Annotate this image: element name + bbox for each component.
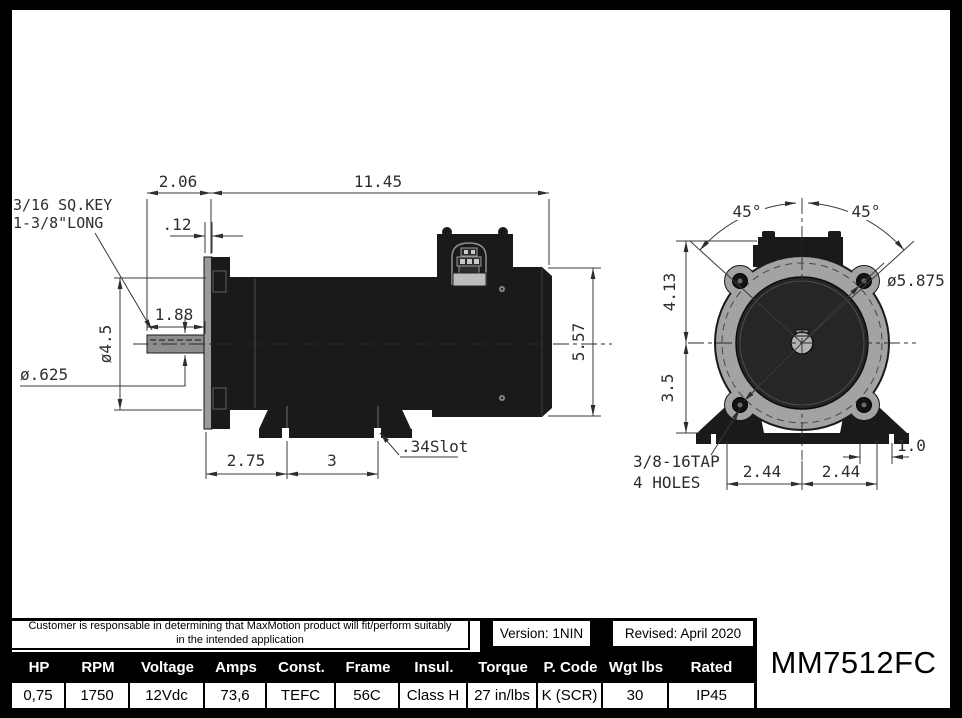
dim-foot-offset: 2.75 [226, 451, 266, 470]
dim-lower-height: 3.5 [658, 373, 677, 403]
dim-pad-width: 1.0 [897, 436, 926, 455]
dim-shaft-diameter: ø.625 [20, 365, 69, 384]
terminal-box-ear [762, 231, 775, 238]
dim-shaft-extension: 2.06 [158, 172, 198, 191]
flange-face-plate [204, 257, 212, 429]
value-const: TEFC [267, 683, 336, 708]
flange-block [211, 257, 230, 429]
terminal-box-ear [828, 231, 841, 238]
header-torque: Torque [478, 659, 528, 676]
model-number: MM7512FC [754, 618, 950, 708]
value-frame: 56C [336, 683, 400, 708]
spec-table-value-row [12, 683, 754, 708]
connector-slot [464, 250, 468, 254]
header-amps: Amps [215, 659, 257, 676]
header-insul: Insul. [414, 659, 454, 676]
side-view-drawing [13, 172, 612, 479]
header-frame: Frame [345, 659, 391, 676]
connector-stack [459, 266, 479, 273]
dim-angle-right: 45° [851, 202, 881, 221]
connector-slot [474, 259, 479, 264]
base-slot [374, 428, 381, 438]
header-hp: HP [28, 659, 50, 676]
dim-overall-length: 11.45 [353, 172, 403, 191]
connector-plate [453, 273, 486, 286]
dim-foot-right: 2.44 [821, 462, 861, 481]
spec-table-header-row [12, 652, 754, 683]
header-const: Const. [278, 659, 325, 676]
dim-key-length: 1.88 [154, 305, 194, 324]
base-slot [282, 428, 289, 438]
tap-note-line1: 3/8-16TAP [633, 452, 720, 471]
dim-flange-outer-diameter: ø5.875 [887, 271, 945, 290]
value-hp: 0,75 [12, 683, 66, 708]
disclaimer-text: Customer is responsable in determining that MaxMotion product will fit/perform suitably in the intended application [12, 618, 470, 650]
header-pcode: P. Code [543, 659, 598, 676]
connector-slot [467, 259, 472, 264]
screw-center [501, 397, 503, 399]
value-pcode: K (SCR) [538, 683, 603, 708]
value-wgt: 30 [603, 683, 669, 708]
header-wgt: Wgt lbs [608, 659, 664, 676]
front-view-drawing [633, 198, 945, 492]
value-insul: Class H [400, 683, 468, 708]
motor-body-rear [432, 343, 490, 417]
screw-center [501, 288, 503, 290]
base-slot [889, 434, 894, 444]
key-note-line2: 1-3/8"LONG [13, 214, 104, 232]
dim-flange-diameter: ø4.5 [96, 324, 115, 364]
base-slot [711, 434, 716, 444]
header-voltage: Voltage [140, 659, 195, 676]
revised-field: Revised: April 2020 [613, 621, 753, 646]
dim-foot-span: 3 [327, 451, 337, 470]
header-rpm: RPM [81, 659, 115, 676]
dim-foot-left: 2.44 [742, 462, 782, 481]
value-voltage: 12Vdc [130, 683, 205, 708]
version-field: Version: 1NIN [493, 621, 590, 646]
dim-angle-left: 45° [732, 202, 762, 221]
value-torque: 27 in/lbs [468, 683, 538, 708]
tap-note-line2: 4 HOLES [633, 473, 701, 492]
dim-upper-height: 4.13 [660, 272, 679, 312]
connector-slot [471, 250, 475, 254]
value-rated: IP45 [696, 687, 727, 704]
connector-slot [460, 259, 465, 264]
slot-callout: .34Slot [401, 437, 469, 456]
value-amps: 73,6 [205, 683, 267, 708]
base-rail [259, 429, 412, 438]
value-rpm: 1750 [66, 683, 130, 708]
dim-plate-thickness: .12 [162, 215, 192, 234]
frame-border-bottom [0, 708, 962, 718]
mounting-base [259, 403, 411, 429]
dim-body-height: 5.57 [569, 322, 588, 362]
header-rated: Rated [690, 659, 733, 676]
title-block [12, 618, 950, 708]
key-note-line1: 3/16 SQ.KEY [13, 196, 113, 214]
